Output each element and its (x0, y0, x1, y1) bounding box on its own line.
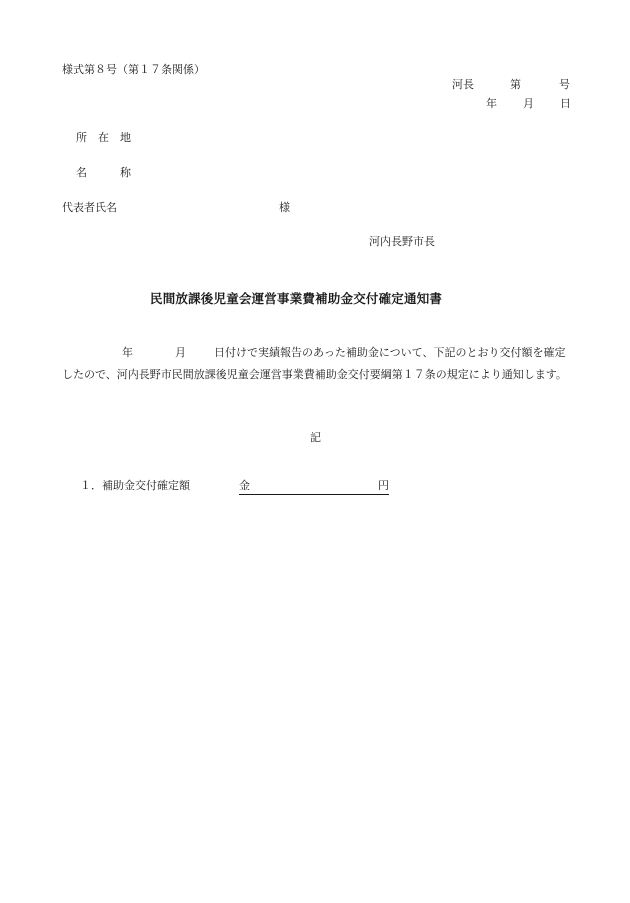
honorific: 様 (279, 201, 290, 214)
item-label: １．補助金交付確定額 (80, 479, 190, 492)
representative-label: 代表者氏名 (62, 201, 117, 214)
ref-dai: 第 (510, 78, 521, 91)
location-label: 所 在 地 (76, 131, 131, 144)
ref-prefix: 河長 (452, 78, 474, 91)
document-title: 民間放課後児童会運営事業費補助金交付確定通知書 (150, 291, 443, 306)
amount-field (239, 479, 389, 495)
body-month: 月 (175, 346, 186, 359)
date-month: 月 (523, 97, 534, 110)
name-label: 名 称 (76, 166, 131, 179)
ki-heading: 記 (310, 431, 321, 444)
amount-prefix: 金 (239, 479, 250, 492)
date-day: 日 (560, 97, 571, 110)
body-year: 年 (122, 346, 133, 359)
body-text: 日付けで実績報告のあった補助金について、下記のとおり交付額を確定したので、河内長野市民間放課後児童会運営事業費補助金交付要綱第１７条の規定により通知します。 (62, 346, 567, 381)
body-paragraph (62, 342, 572, 386)
form-number: 様式第８号（第１７条関係） (62, 63, 205, 76)
reference-number (452, 78, 570, 92)
amount-suffix: 円 (378, 479, 389, 492)
issuer: 河内長野市長 (369, 235, 435, 248)
issue-date (486, 97, 571, 111)
date-year: 年 (486, 97, 497, 110)
ref-go: 号 (559, 78, 570, 91)
